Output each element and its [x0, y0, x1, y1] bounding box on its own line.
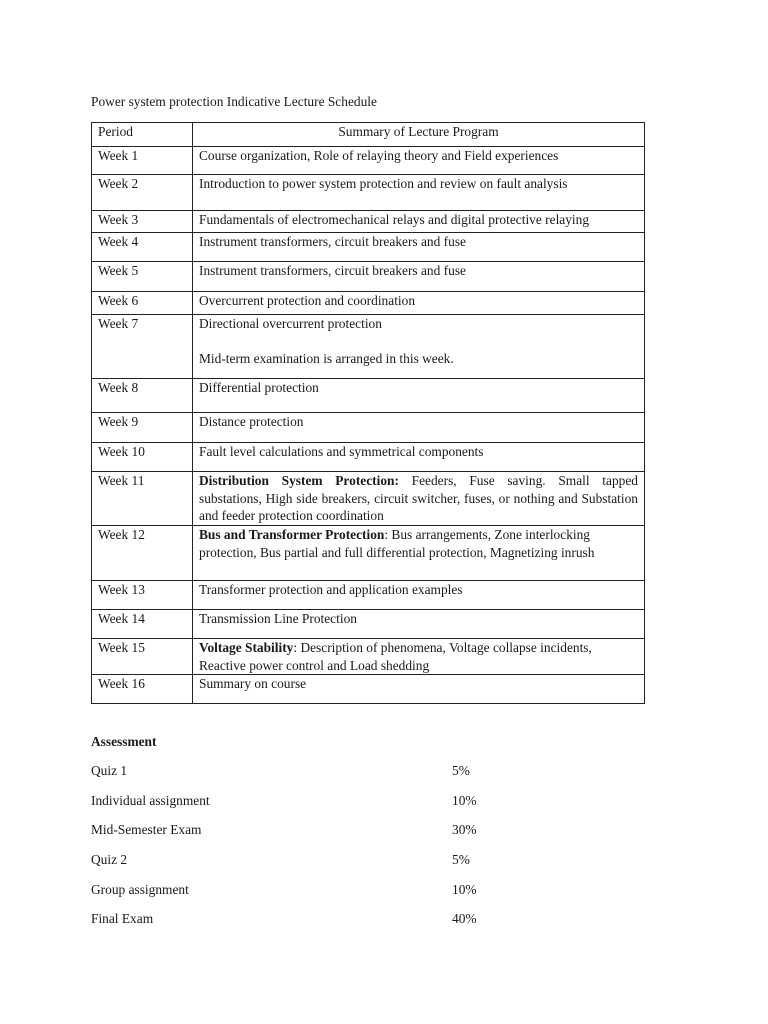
table-row	[92, 262, 645, 292]
assessment-row	[91, 793, 511, 811]
assessment-weight: 10%	[452, 793, 477, 808]
summary-cell: Distance protection	[193, 413, 645, 443]
week-cell: Week 14	[92, 610, 193, 639]
table-row	[92, 379, 645, 413]
week-cell: Week 8	[92, 379, 193, 413]
table-row	[92, 292, 645, 315]
table-row	[92, 413, 645, 443]
summary-cell	[193, 472, 645, 526]
summary-cell	[193, 639, 645, 675]
assessment-label: Group assignment	[91, 882, 189, 897]
assessment-row	[91, 852, 511, 870]
table-row	[92, 675, 645, 704]
assessment-weight: 30%	[452, 822, 477, 837]
summary-cell	[193, 315, 645, 379]
assessment-weight: 5%	[452, 852, 470, 867]
summary-cell: Instrument transformers, circuit breakers and fuse	[193, 233, 645, 262]
table-row	[92, 610, 645, 639]
summary-text: : Description of phenomena, Voltage collapse incidents, Reactive power control and Load shedding	[199, 640, 592, 673]
week-cell: Week 2	[92, 175, 193, 211]
table-row	[92, 315, 645, 379]
summary-bold-heading: Distribution System Protection:	[199, 473, 399, 488]
assessment-row	[91, 763, 511, 781]
table-row	[92, 175, 645, 211]
midterm-note: Mid-term examination is arranged in this week.	[199, 350, 454, 366]
table-header-row	[92, 123, 645, 147]
summary-cell: Transformer protection and application examples	[193, 581, 645, 610]
assessment-weight: 10%	[452, 882, 477, 897]
summary-cell: Introduction to power system protection and review on fault analysis	[193, 175, 645, 211]
summary-bold-heading: Voltage Stability	[199, 640, 294, 655]
header-period: Period	[92, 123, 193, 147]
summary-cell: Overcurrent protection and coordination	[193, 292, 645, 315]
week-cell: Week 12	[92, 526, 193, 581]
assessment-label: Quiz 1	[91, 763, 128, 778]
week-cell: Week 1	[92, 147, 193, 175]
assessment-label: Mid-Semester Exam	[91, 822, 202, 837]
week-cell: Week 10	[92, 443, 193, 472]
week-cell: Week 13	[92, 581, 193, 610]
assessment-label: Final Exam	[91, 911, 154, 926]
summary-bold-heading: Bus and Transformer Protection	[199, 527, 385, 542]
assessment-row	[91, 911, 511, 929]
week-cell: Week 5	[92, 262, 193, 292]
table-row	[92, 147, 645, 175]
summary-cell	[193, 526, 645, 581]
assessment-label: Quiz 2	[91, 852, 128, 867]
summary-cell: Differential protection	[193, 379, 645, 413]
summary-cell: Transmission Line Protection	[193, 610, 645, 639]
lecture-schedule-table	[91, 122, 645, 704]
week-cell: Week 3	[92, 211, 193, 233]
table-row	[92, 526, 645, 581]
summary-text: Feeders, Fuse saving. Small tapped substations, High side breakers, circuit switcher, fuses, or nothing and Substation and feeder protection coordination	[199, 473, 638, 523]
summary-cell: Instrument transformers, circuit breakers and fuse	[193, 262, 645, 292]
summary-cell: Summary on course	[193, 675, 645, 704]
week-cell: Week 6	[92, 292, 193, 315]
week-cell: Week 16	[92, 675, 193, 704]
table-row	[92, 639, 645, 675]
table-row	[92, 581, 645, 610]
assessment-weight: 5%	[452, 763, 470, 778]
table-row	[92, 211, 645, 233]
week-cell: Week 15	[92, 639, 193, 675]
header-summary: Summary of Lecture Program	[193, 123, 645, 147]
week-cell: Week 11	[92, 472, 193, 526]
page-title: Power system protection Indicative Lecture Schedule	[91, 94, 377, 109]
assessment-label: Individual assignment	[91, 793, 210, 808]
table-row	[92, 233, 645, 262]
week-cell: Week 4	[92, 233, 193, 262]
table-row	[92, 472, 645, 526]
assessment-row	[91, 882, 511, 900]
assessment-heading: Assessment	[91, 734, 157, 749]
table-row	[92, 443, 645, 472]
summary-text: : Bus arrangements, Zone interlocking protection, Bus partial and full differential protection, Magnetizing inrush	[199, 527, 595, 560]
week-cell: Week 9	[92, 413, 193, 443]
assessment-row	[91, 822, 511, 840]
summary-cell: Fundamentals of electromechanical relays and digital protective relaying	[193, 211, 645, 233]
summary-cell: Fault level calculations and symmetrical components	[193, 443, 645, 472]
assessment-weight: 40%	[452, 911, 477, 926]
summary-cell: Course organization, Role of relaying theory and Field experiences	[193, 147, 645, 175]
summary-text: Directional overcurrent protection	[199, 316, 382, 331]
week-cell: Week 7	[92, 315, 193, 379]
